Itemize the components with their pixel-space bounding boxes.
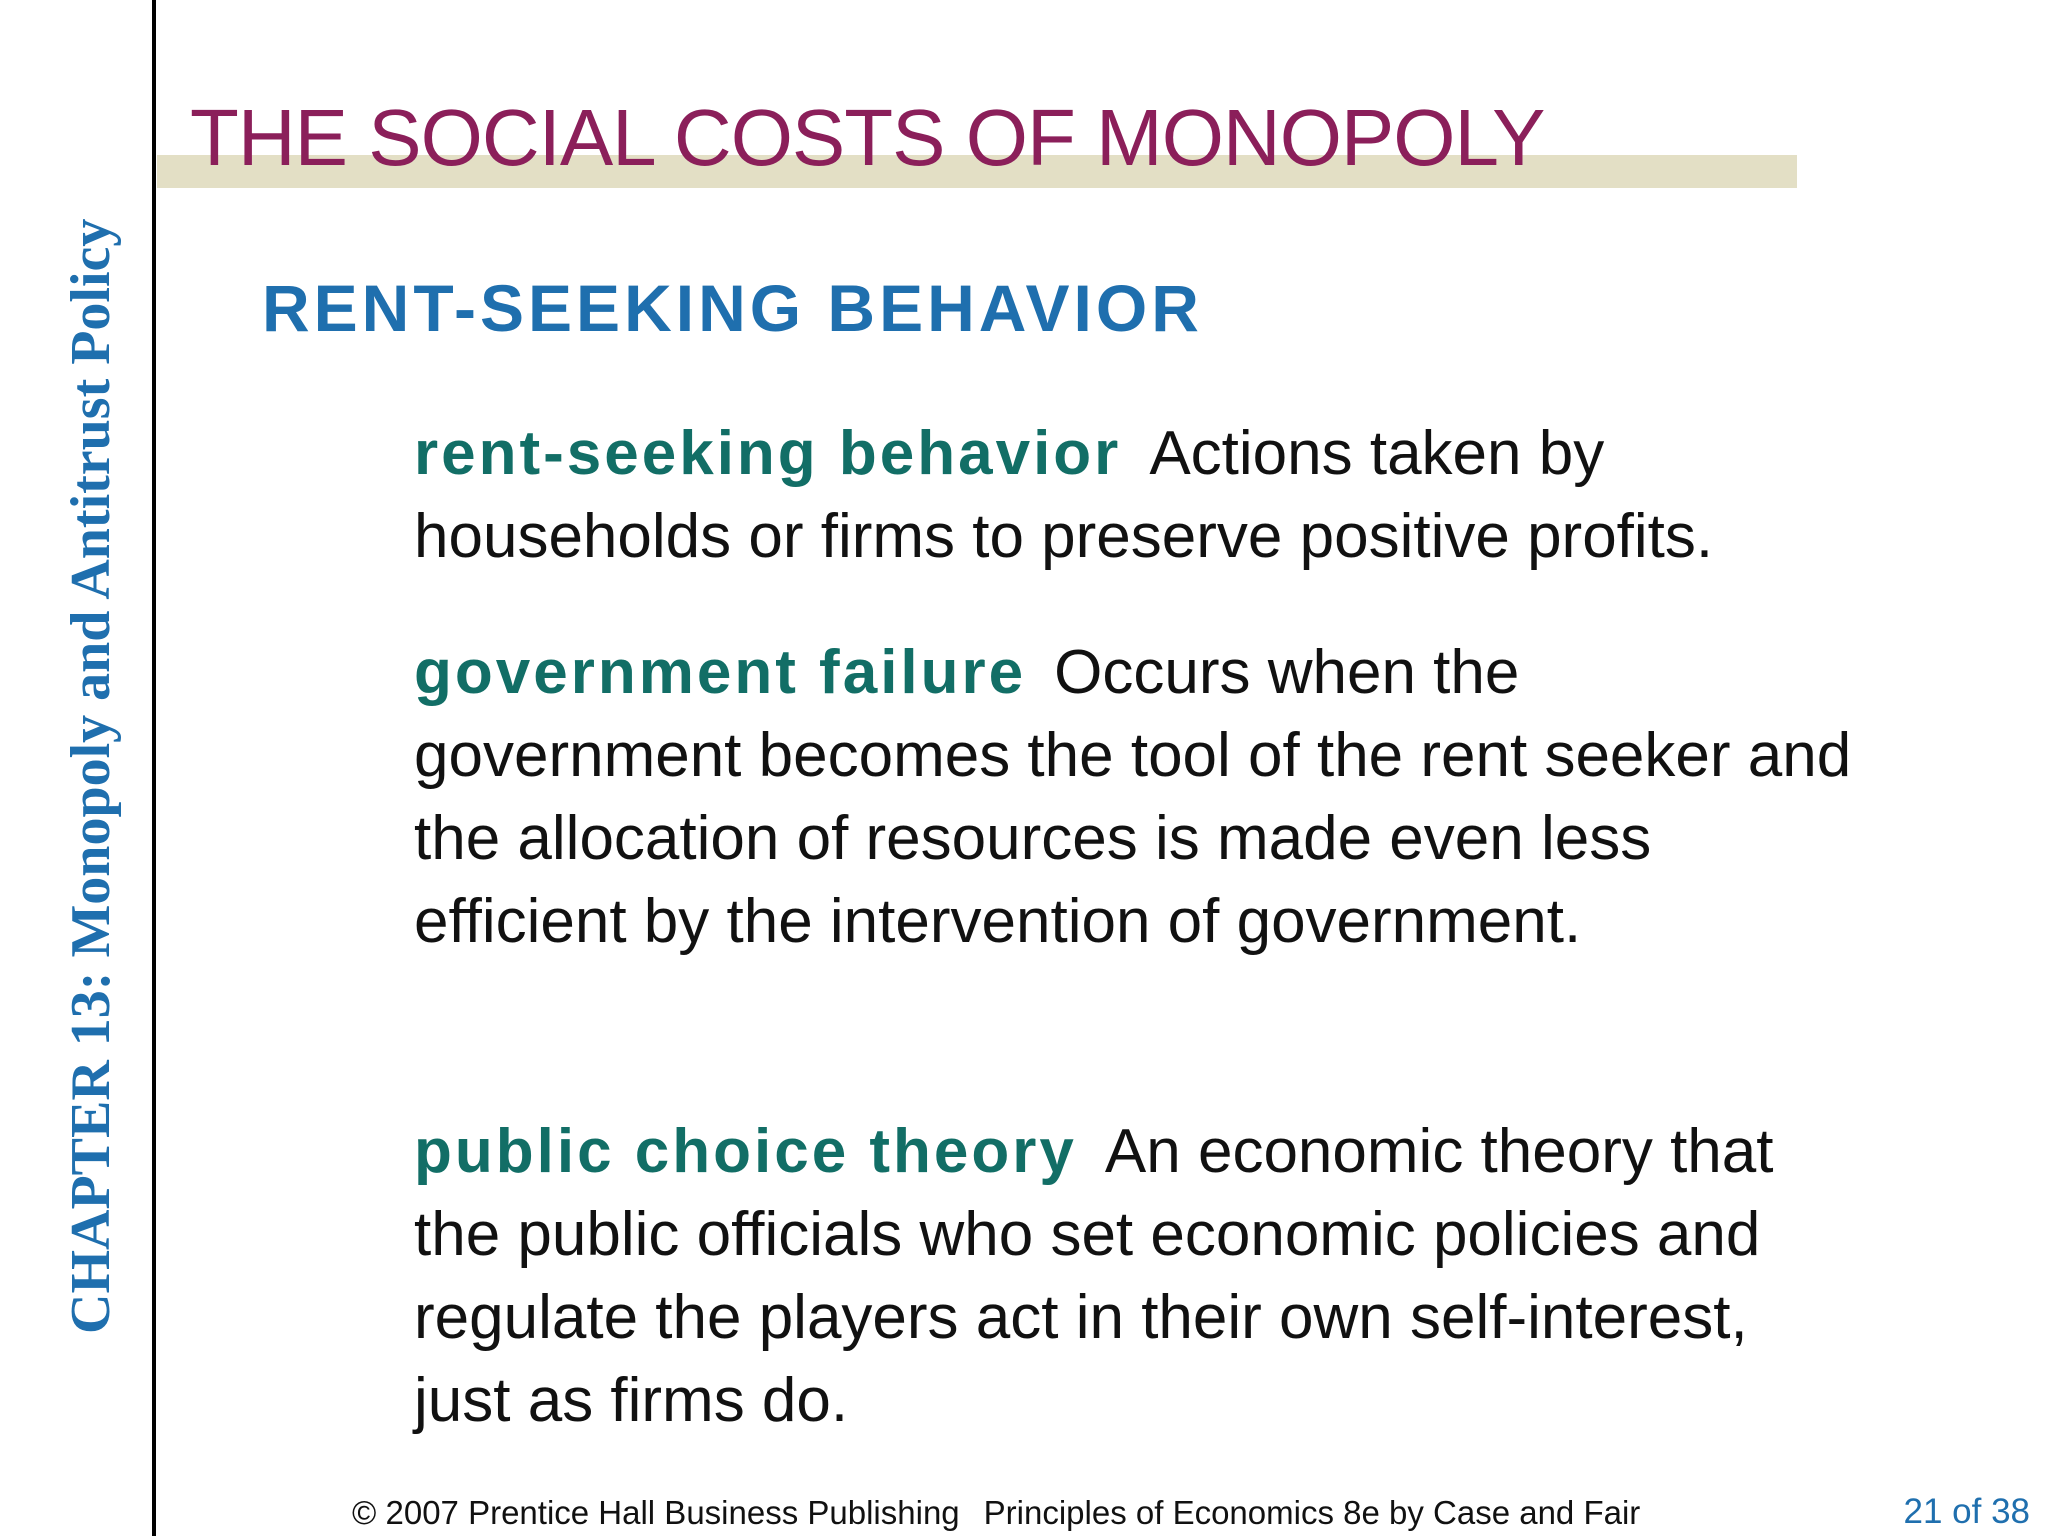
footer-book-title: Principles of Economics 8e by Case and Fair [983,1494,1641,1531]
page-number: 21 of 38 [1903,1492,2030,1531]
definition-text: An economic theory that the public officials who set economic policies and regulate the players act in their own self-interest, just as firms do. [414,1117,1774,1435]
definition-text: Actions taken by households or firms to preserve positive profits. [414,419,1714,571]
footer-copyright: © 2007 Prentice Hall Business Publishing [352,1494,960,1531]
definition-rent-seeking [414,412,1854,578]
definition-public-choice [414,1110,1854,1442]
section-subheading: RENT-SEEKING BEHAVIOR [262,271,1203,345]
definition-term: public choice theory [414,1117,1077,1186]
slide-title: THE SOCIAL COSTS OF MONOPOLY [190,93,1545,182]
definition-term: government failure [414,638,1027,707]
chapter-sidebar-title: CHAPTER 13: Monopoly and Antitrust Policy [60,218,122,1334]
definition-text: Occurs when the government becomes the tool of the rent seeker and the allocation of resources is made even less efficient by the intervention of government. [414,638,1852,956]
definition-government-failure [414,631,1854,963]
footer-credits [352,1496,1640,1529]
definition-term: rent-seeking behavior [414,419,1122,488]
vertical-divider [152,0,156,1536]
